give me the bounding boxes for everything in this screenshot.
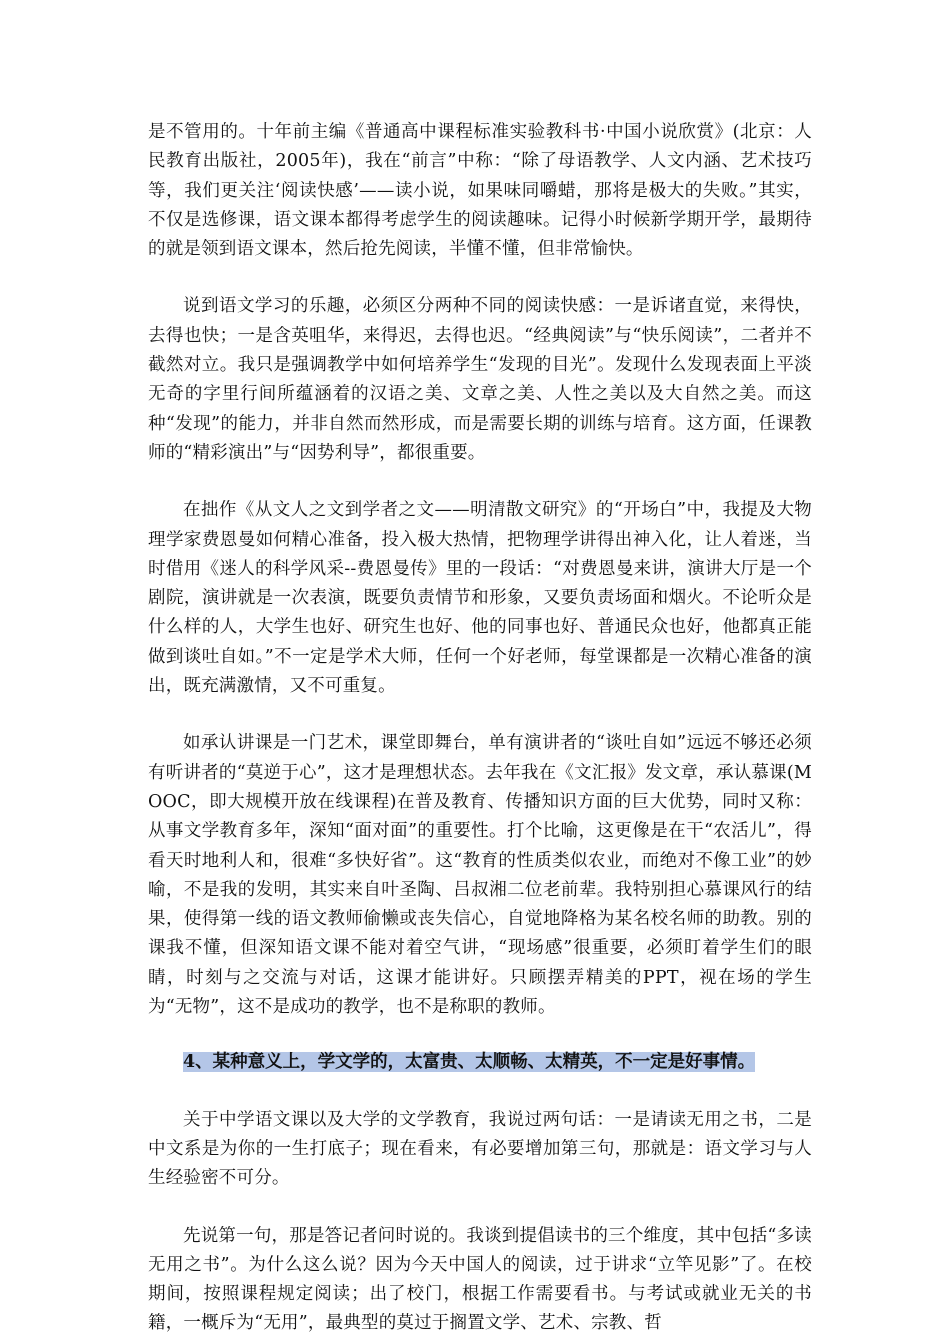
paragraph-4: 如承认讲课是一门艺术，课堂即舞台，单有演讲者的“谈吐自如”远远不够还必须有听讲者的“莫逆于心”，这才是理想状态。去年我在《文汇报》发文章，承认慕课(MOOC，即大规模开放在线课程)在普及教育、传播知识方面的巨大优势，同时又称：从事文学教育多年，深知“面对面”的重要性。打个比喻，这更像是在干“农活儿”，得看天时地利人和，很难“多快好省”。这“教育的性质类似农业，而绝对不像工业”的妙喻，不是我的发明，其实来自叶圣陶、吕叔湘二位老前辈。我特别担心慕课风行的结果，使得第一线的语文教师偷懒或丧失信心，自觉地降格为某名校名师的助教。别的课我不懂，但深知语文课不能对着空气讲，“现场感”很重要，必须盯着学生们的眼睛，时刻与之交流与对话，这课才能讲好。只顾摆弄精美的PPT，视在场的学生为“无物”，这不是成功的教学，也不是称职的教师。 <box>148 733 812 1018</box>
section-heading <box>148 1048 812 1077</box>
section-heading-text: 4、某种意义上，学文学的，太富贵、太顺畅、太精英，不一定是好事情。 <box>183 1052 756 1073</box>
paragraph-3: 在拙作《从文人之文到学者之文——明清散文研究》的“开场白”中，我提及大物理学家费恩曼如何精心准备，投入极大热情，把物理学讲得出神入化，让人着迷，当时借用《迷人的科学风采--费恩曼传》里的一段话：“对费恩曼来讲，演讲大厅是一个剧院，演讲就是一次表演，既要负责情节和形象，又要负责场面和烟火。不论听众是什么样的人，大学生也好、研究生也好、他的同事也好、普通民众也好，他都真正能做到谈吐自如。”不一定是学术大师，任何一个好老师，每堂课都是一次精心准备的演出，既充满激情，又不可重复。 <box>148 500 812 697</box>
document-body <box>148 118 812 1339</box>
paragraph-2: 说到语文学习的乐趣，必须区分两种不同的阅读快感：一是诉诸直觉，来得快，去得也快；一是含英咀华，来得迟，去得也迟。“经典阅读”与“快乐阅读”，二者并不截然对立。我只是强调教学中如何培养学生“发现的目光”。发现什么发现表面上平淡无奇的字里行间所蕴涵着的汉语之美、文章之美、人性之美以及大自然之美。而这种“发现”的能力，并非自然而然形成，而是需要长期的训练与培育。这方面，任课教师的“精彩演出”与“因势利导”，都很重要。 <box>148 296 812 463</box>
paragraph-1: 是不管用的。十年前主编《普通高中课程标准实验教科书·中国小说欣赏》(北京：人民教育出版社，2005年)，我在“前言”中称：“除了母语教学、人文内涵、艺术技巧等，我们更关注‘阅读快感’——读小说，如果味同嚼蜡，那将是极大的失败。”其实，不仅是选修课，语文课本都得考虑学生的阅读趣味。记得小时候新学期开学，最期待的就是领到语文课本，然后抢先阅读，半懂不懂，但非常愉快。 <box>148 122 812 260</box>
paragraph-6: 先说第一句，那是答记者问时说的。我谈到提倡读书的三个维度，其中包括“多读无用之书”。为什么这么说？因为今天中国人的阅读，过于讲求“立竿见影”了。在校期间，按照课程规定阅读；出了校门，根据工作需要看书。与考试或就业无关的书籍，一概斥为“无用”，最典型的莫过于搁置文学、艺术、宗教、哲 <box>148 1225 812 1334</box>
paragraph-5: 关于中学语文课以及大学的文学教育，我说过两句话：一是请读无用之书，二是中文系是为你的一生打底子；现在看来，有必要增加第三句，那就是：语文学习与人生经验密不可分。 <box>148 1109 812 1189</box>
